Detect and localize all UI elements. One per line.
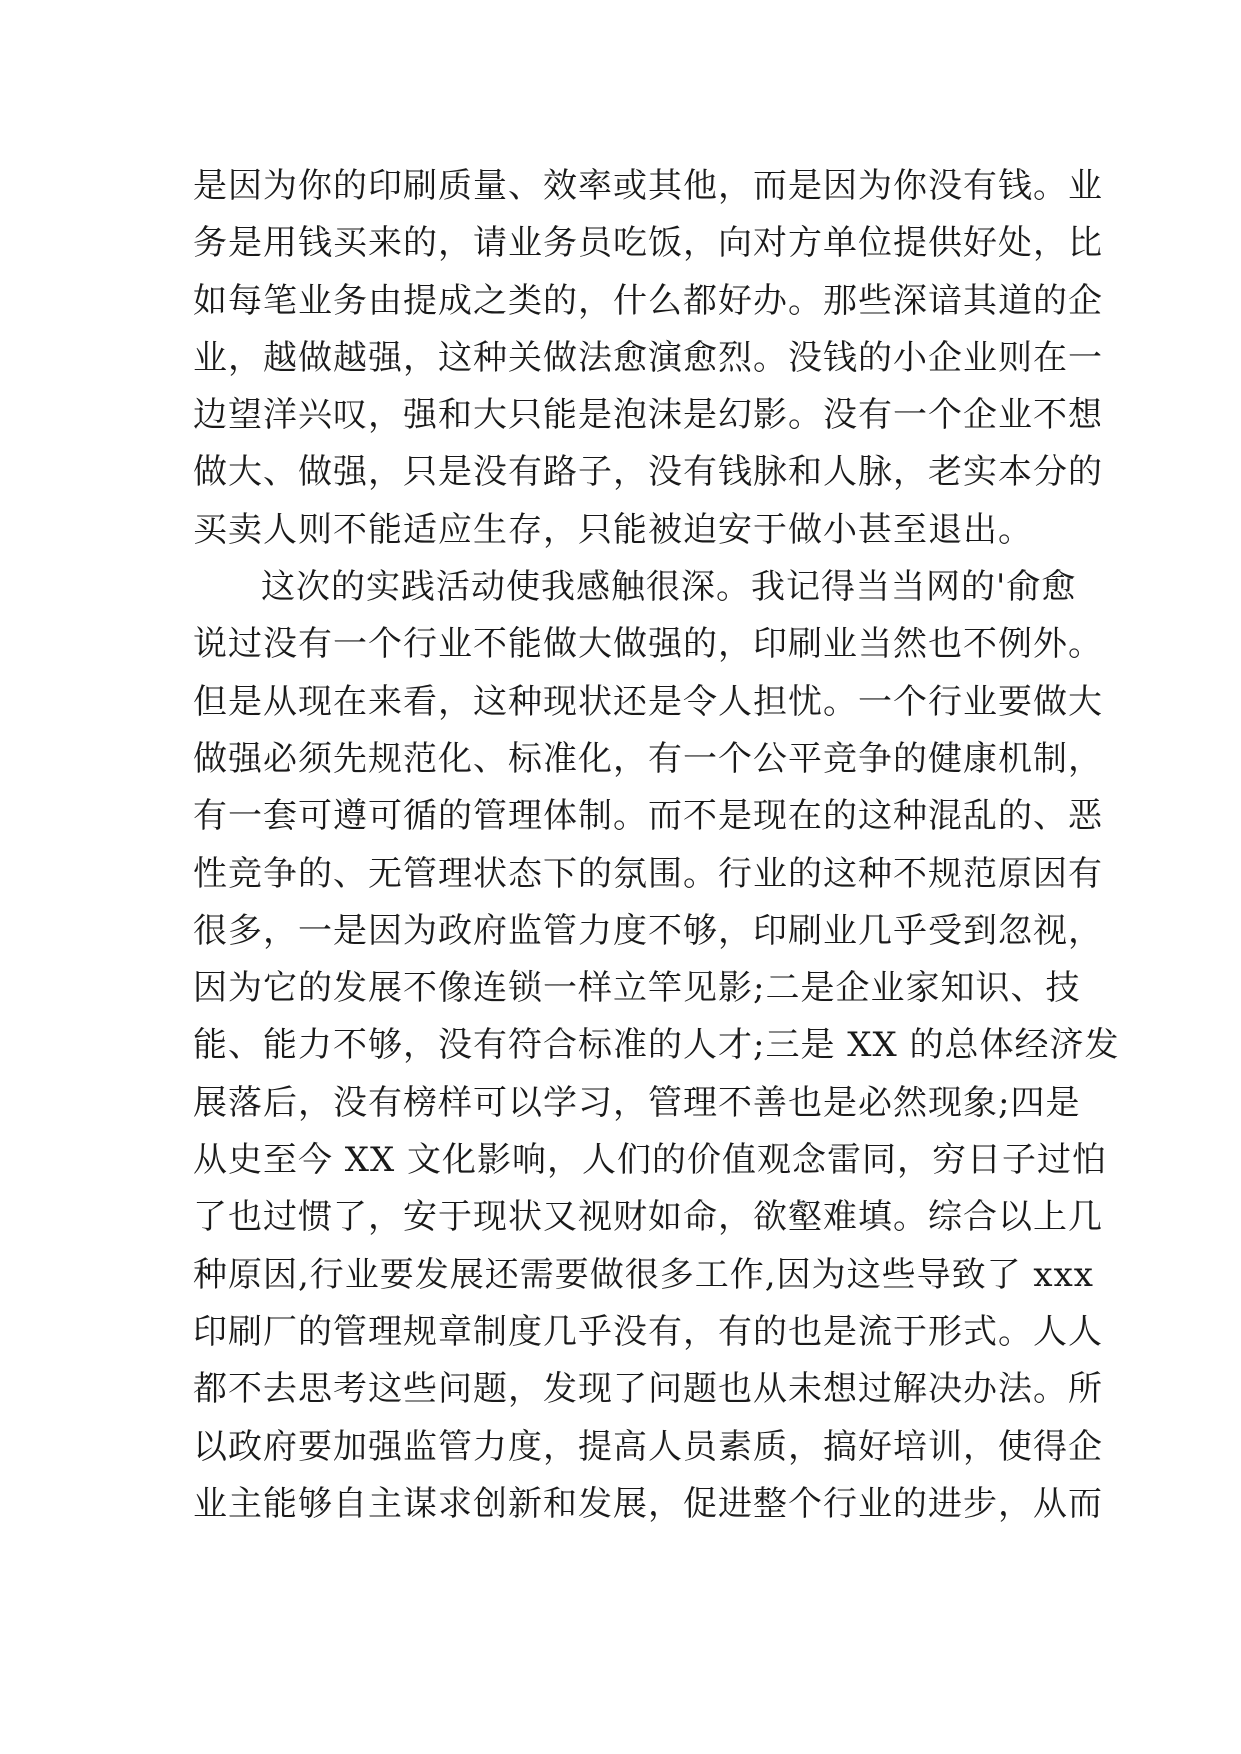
text-line: 如每笔业务由提成之类的，什么都好办。那些深谙其道的企 [193, 280, 1103, 321]
body-text [193, 158, 1120, 1533]
text-line: 以政府要加强监管力度，提高人员素质，搞好培训，使得企 [193, 1426, 1103, 1467]
text-line: 但是从现在来看，这种现状还是令人担忧。一个行业要做大 [193, 681, 1103, 722]
text-line: 性竞争的、无管理状态下的氛围。行业的这种不规范原因有 [193, 853, 1103, 894]
text-line: 从史至今 XX 文化影响，人们的价值观念雷同，穷日子过怕 [193, 1140, 1108, 1181]
text-line: 做强必须先规范化、标准化，有一个公平竞争的健康机制， [193, 738, 1103, 779]
text-line: 买卖人则不能适应生存，只能被迫安于做小甚至退出。 [193, 509, 1033, 550]
text-line: 很多，一是因为政府监管力度不够，印刷业几乎受到忽视， [193, 910, 1103, 951]
text-line: 做大、做强，只是没有路子，没有钱脉和人脉，老实本分的 [193, 452, 1103, 493]
paragraph [193, 158, 1103, 559]
paragraph [193, 559, 1120, 1533]
text-line: 这次的实践活动使我感触很深。我记得当当网的'俞愈 [261, 567, 1077, 608]
text-line: 展落后，没有榜样可以学习，管理不善也是必然现象;四是 [193, 1082, 1081, 1123]
text-line: 业，越做越强，这种关做法愈演愈烈。没钱的小企业则在一 [193, 337, 1103, 378]
text-line: 务是用钱买来的，请业务员吃饭，向对方单位提供好处，比 [193, 223, 1103, 264]
text-line: 因为它的发展不像连锁一样立竿见影;二是企业家知识、技 [193, 968, 1081, 1009]
text-line: 业主能够自主谋求创新和发展，促进整个行业的进步，从而 [193, 1483, 1103, 1524]
text-line: 说过没有一个行业不能做大做强的，印刷业当然也不例外。 [193, 624, 1103, 665]
text-line: 种原因,行业要发展还需要做很多工作,因为这些导致了 xxx [193, 1254, 1094, 1295]
text-line: 边望洋兴叹，强和大只能是泡沫是幻影。没有一个企业不想 [193, 395, 1103, 436]
text-line: 都不去思考这些问题，发现了问题也从未想过解决办法。所 [193, 1369, 1103, 1410]
text-line: 有一套可遵可循的管理体制。而不是现在的这种混乱的、恶 [193, 796, 1103, 837]
text-line: 印刷厂的管理规章制度几乎没有，有的也是流于形式。人人 [193, 1311, 1103, 1352]
text-line: 了也过惯了，安于现状又视财如命，欲壑难填。综合以上几 [193, 1197, 1103, 1238]
text-line: 是因为你的印刷质量、效率或其他，而是因为你没有钱。业 [193, 166, 1103, 206]
text-line: 能、能力不够，没有符合标准的人才;三是 XX 的总体经济发 [193, 1025, 1120, 1066]
